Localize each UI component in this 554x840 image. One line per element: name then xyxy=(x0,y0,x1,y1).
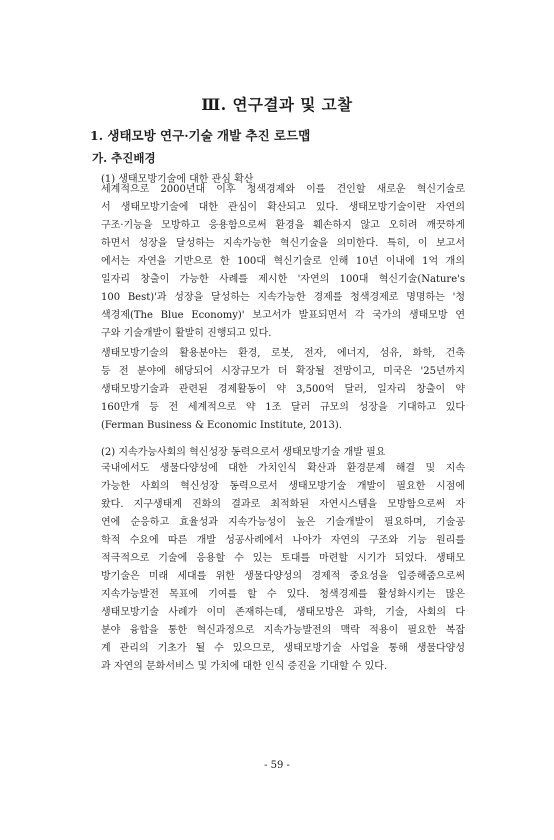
paragraph-line: 에서는 자연을 기반으로 한 100대 혁신기술로 인해 10년 이내에 1억 개의 xyxy=(101,256,465,267)
paragraph-line: 학적 수요에 따른 개발 성공사례에서 나아가 자연의 구조와 기능 원리를 xyxy=(101,535,465,546)
paragraph-line: 분야 융합을 통한 혁신과정으로 지속가능발전의 맥락 적용이 필요한 복잡 xyxy=(101,625,465,636)
paragraph-line: 160만개 등 전 세계적으로 약 1조 달러 규모의 성장을 기대하고 있다 xyxy=(101,402,465,413)
paragraph-line: 하면서 성장을 달성하는 지속가능한 혁신기술을 의미한다. 특히, 이 보고서 xyxy=(101,238,465,249)
paragraph-line: 세계적으로 2000년대 이후 청색경제와 이를 견인할 새로운 혁신기술로 xyxy=(101,184,465,195)
paragraph-line: (Ferman Business & Economic Institute, 2013). xyxy=(101,420,342,431)
paragraph-line: 지속가능발전 목표에 기여를 할 수 있다. 청색경제를 활성화시키는 많은 xyxy=(101,589,465,600)
paragraph-line: 100 Best)'과 성장을 달성하는 지속가능한 경제를 청색경제로 명명하는 '청 xyxy=(101,292,465,303)
paragraph-line: 연에 순응하고 효율성과 지속가능성이 높은 기술개발이 필요하며, 기술공 xyxy=(101,517,465,528)
paragraph-line: 가능한 사회의 혁신성장 동력으로서 생태모방기술 개발이 필요한 시점에 xyxy=(101,481,465,492)
paragraph-line: 등 전 분야에 해당되어 시장규모가 더 확장될 전망이고, 미국은 '25년까지 xyxy=(101,366,465,377)
item1-heading: (1) 생태모방기술에 대한 관심 확산 xyxy=(101,174,254,185)
page-number: - 59 - xyxy=(264,760,290,771)
paragraph-line: 왔다. 지구생태계 진화의 결과로 최적화된 자연시스템을 모방함으로써 자 xyxy=(101,499,465,510)
paragraph-line: 국내에서도 생물다양성에 대한 가치인식 확산과 환경문제 해결 및 지속 xyxy=(101,463,465,474)
subsection-title: 가. 추진배경 xyxy=(92,151,156,165)
paragraph-line: 과 자연의 문화서비스 및 가치에 대한 인식 증진을 기대할 수 있다. xyxy=(101,661,388,672)
paragraph-line: 색경제(The Blue Economy)' 보고서가 발표되면서 각 국가의 생태모방 연 xyxy=(101,310,465,321)
paragraph-line: 서 생태모방기술에 대한 관심이 확산되고 있다. 생태모방기술이란 자연의 xyxy=(101,202,465,213)
paragraph-line: 계 관리의 기초가 될 수 있으므로, 생태모방기술 사업을 통해 생물다양성 xyxy=(101,643,465,654)
paragraph-line: 구와 기술개발이 활발히 진행되고 있다. xyxy=(101,328,272,339)
paragraph-line: 일자리 창출이 가능한 사례를 제시한 '자연의 100대 혁신기술(Nature's xyxy=(101,274,465,285)
paragraph-line: 생태모방기술과 관련된 경제활동이 약 3,500억 달러, 일자리 창출이 약 xyxy=(101,384,465,395)
item2-heading: (2) 지속가능사회의 혁신성장 동력으로서 생태모방기술 개발 필요 xyxy=(101,447,386,458)
paragraph-line: 방기술은 미래 세대를 위한 생물다양성의 경제적 중요성을 입증해줌으로써 xyxy=(101,571,465,582)
paragraph-line: 적극적으로 기술에 응용할 수 있는 토대를 마련할 시기가 되었다. 생태모 xyxy=(101,553,465,564)
paragraph-line: 구조·기능을 모방하고 응용함으로써 환경을 훼손하지 않고 오히려 깨끗하게 xyxy=(101,220,465,231)
section-title: 1. 생태모방 연구·기술 개발 추진 로드맵 xyxy=(90,128,311,143)
chapter-title: Ⅲ. 연구결과 및 고찰 xyxy=(201,95,353,114)
paragraph-line: 생태모방기술 사례가 이미 존재하는데, 생태모방은 과학, 기술, 사회의 다 xyxy=(101,607,465,618)
paragraph-line: 생태모방기술의 활용분야는 환경, 로봇, 전자, 에너지, 섬유, 화학, 건축 xyxy=(101,348,465,359)
